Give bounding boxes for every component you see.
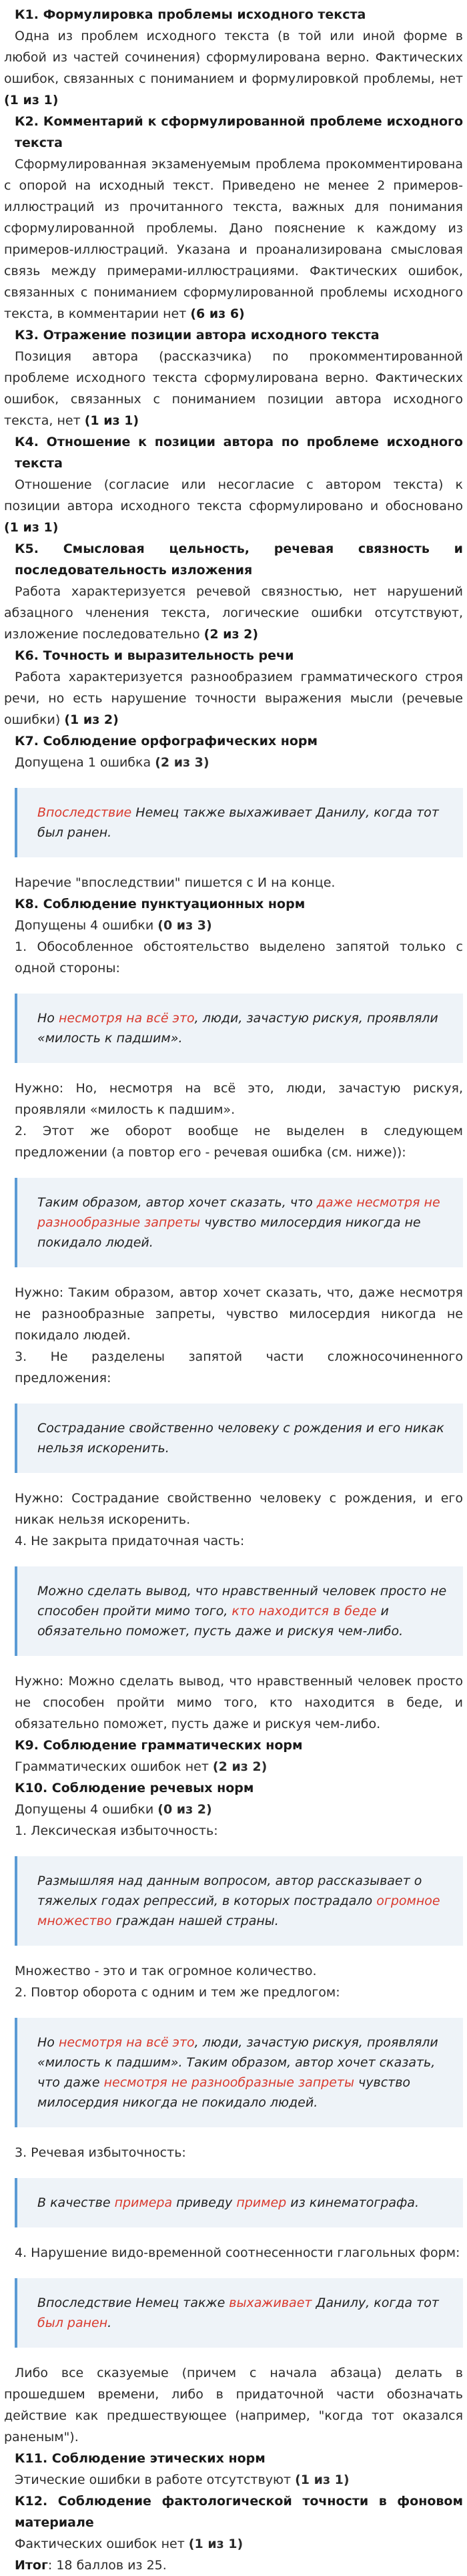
criterion-score-k6: (1 из 2) bbox=[64, 712, 119, 727]
correction-k8-2: Нужно: Таким образом, автор хочет сказать, что, даже несмотря не разнообразные запреты, чувство милосердия никогда не покидало людей. bbox=[15, 1285, 463, 1343]
error-highlight: несмотря на всё это bbox=[58, 1011, 195, 1026]
criterion-text-k5: Работа характеризуется речевой связностью, нет нарушений абзацного членения текста, логические ошибки отсутствуют, изложение последовательно (2 из 2) bbox=[4, 584, 463, 642]
criterion-score-k10: (0 из 2) bbox=[157, 1802, 212, 1817]
criterion-title-k2: К2. Комментарий к сформулированной проблеме исходного текста bbox=[15, 114, 463, 150]
error-label-k10-4: 4. Нарушение видо-временной соотнесенности глагольных форм: bbox=[15, 2245, 460, 2260]
quote-k7: Впоследствие Немец также выхаживает Данилу, когда тот был ранен. bbox=[15, 788, 463, 857]
correction-k8-3: Нужно: Сострадание свойственно человеку с рождения, и его никак нельзя искоренить. bbox=[15, 1491, 463, 1527]
criterion-title-k5: К5. Смысловая цельность, речевая связность и последовательность изложения bbox=[15, 542, 463, 578]
criterion-score-k7: (2 из 3) bbox=[155, 755, 209, 770]
criterion-allowed-k7: Допущена 1 ошибка (2 из 3) bbox=[15, 755, 209, 770]
error-highlight: кто находится в беде bbox=[231, 1604, 377, 1619]
error-label-k8-1: 1. Обособленное обстоятельство выделено запятой только с одной стороны: bbox=[15, 939, 463, 976]
error-highlight: даже несмотря не разнообразные запреты bbox=[37, 1195, 440, 1230]
criterion-title-k1: К1. Формулировка проблемы исходного текста bbox=[15, 7, 366, 22]
error-highlight: несмотря не разнообразные запреты bbox=[103, 2075, 355, 2090]
quote-k8-4: Можно сделать вывод, что нравственный человек просто не способен пройти мимо того, кто находится в беде и обязательно поможет, пусть даже и рискуя чем-либо. bbox=[15, 1566, 463, 1656]
criterion-score-k2: (6 из 6) bbox=[190, 306, 245, 321]
criterion-text-k6: Работа характеризуется разнообразием грамматического строя речи, но есть нарушение точности выражения мысли (речевые ошибки) (1 из 2) bbox=[4, 670, 463, 727]
error-label-k10-3: 3. Речевая избыточность: bbox=[15, 2145, 186, 2160]
criterion-text-k1: Одна из проблем исходного текста (в той или иной форме в любой из частей сочинения) сформулирована верно. Фактических ошибок, связанных с пониманием и формулировкой проблемы, нет (1 из 1) bbox=[4, 29, 463, 108]
error-highlight: Впоследствие bbox=[37, 805, 132, 820]
criterion-title-k8: К8. Соблюдение пунктуационных норм bbox=[15, 897, 306, 911]
error-highlight: был ранен bbox=[37, 2316, 108, 2330]
correction-k8-4: Нужно: Можно сделать вывод, что нравственный человек просто не способен пройти мимо того, кто находится в беде, и обязательно поможет, пусть даже и рискуя чем-либо. bbox=[15, 1674, 463, 1731]
criterion-score-k9: (2 из 2) bbox=[212, 1759, 268, 1774]
criterion-text-k2: Сформулированная экзаменуемым проблема прокомментирована с опорой на исходный текст. Приведено не менее 2 примеров-иллюстраций из прочитанного текста, важных для понимания сформулированной проблемы. Дано пояснение к каждому из примеров-иллюстраций. Указана и проанализирована смысловая связь между примерами-иллюстрациями. Фактических ошибок, связанных с пониманием сформулированной проблемы исходного текста, в комментарии нет (6 из 6) bbox=[4, 157, 463, 321]
criterion-allowed-k8: Допущены 4 ошибки (0 из 3) bbox=[15, 918, 212, 933]
criterion-title-k4: К4. Отношение к позиции автора по проблеме исходного текста bbox=[15, 435, 463, 471]
criterion-text-k4: Отношение (согласие или несогласие с автором текста) к позиции автора исходного текста сформулировано и обосновано (1 из 1) bbox=[4, 477, 463, 535]
criterion-score-k3: (1 из 1) bbox=[84, 413, 139, 428]
criterion-allowed-k12: Фактических ошибок нет (1 из 1) bbox=[15, 2537, 244, 2551]
criterion-allowed-k11: Этические ошибки в работе отсутствуют (1 из 1) bbox=[15, 2473, 350, 2487]
quote-k10-1: Размышляя над данным вопросом, автор рассказывает о тяжелых годах репрессий, в которых пострадало огромное множество граждан нашей страны. bbox=[15, 1856, 463, 1946]
quote-k10-3: В качестве примера приведу пример из кинематографа. bbox=[15, 2178, 463, 2227]
error-label-k8-3: 3. Не разделены запятой части сложносочиненного предложения: bbox=[15, 1349, 463, 1385]
error-highlight: пример bbox=[236, 2195, 287, 2210]
criterion-score-k4: (1 из 1) bbox=[4, 520, 59, 535]
total-score bbox=[4, 2555, 463, 2576]
error-label-k10-2: 2. Повтор оборота с одним и тем же предлогом: bbox=[15, 1985, 340, 2000]
criterion-score-k1: (1 из 1) bbox=[4, 93, 59, 108]
quote-k8-1: Но несмотря на всё это, люди, зачастую рискуя, проявляли «милость к падшим». bbox=[15, 994, 463, 1063]
criterion-title-k11: К11. Соблюдение этических норм bbox=[15, 2451, 266, 2466]
criterion-title-k12: К12. Соблюдение фактологической точности в фоновом материале bbox=[15, 2494, 463, 2530]
error-highlight: огромное множество bbox=[37, 1894, 440, 1928]
criterion-score-k12: (1 из 1) bbox=[188, 2537, 244, 2551]
criterion-title-k7: К7. Соблюдение орфографических норм bbox=[15, 734, 318, 748]
quote-k8-2: Таким образом, автор хочет сказать, что даже несмотря не разнообразные запреты чувство милосердия никогда не покидало людей. bbox=[15, 1178, 463, 1267]
total-value: : 18 баллов из 25. bbox=[47, 2558, 167, 2573]
error-label-k10-1: 1. Лексическая избыточность: bbox=[15, 1823, 218, 1838]
criterion-title-k6: К6. Точность и выразительность речи bbox=[15, 648, 294, 663]
total-label: Итог bbox=[15, 2558, 48, 2573]
error-highlight: несмотря на всё это bbox=[58, 2035, 195, 2050]
criterion-title-k3: К3. Отражение позиции автора исходного текста bbox=[15, 328, 380, 343]
criterion-allowed-k9: Грамматических ошибок нет (2 из 2) bbox=[15, 1759, 268, 1774]
error-label-k8-2: 2. Этот же оборот вообще не выделен в следующем предложении (а повтор его - речевая ошибка (см. ниже)): bbox=[15, 1124, 463, 1160]
criterion-text-k3: Позиция автора (рассказчика) по прокомментированной проблеме исходного текста сформулирована верно. Фактических ошибок, связанных с пониманием позиции автора исходного текста, нет (1 из 1) bbox=[4, 349, 463, 428]
quote-k10-2: Но несмотря на всё это, люди, зачастую рискуя, проявляли «милость к падшим». Таким образом, автор хочет сказать, что даже несмотря не разнообразные запреты чувство милосердия никогда не покидало людей. bbox=[15, 2018, 463, 2127]
quote-k10-4: Впоследствие Немец также выхаживает Данилу, когда тот был ранен. bbox=[15, 2278, 463, 2348]
note-k10-1: Множество - это и так огромное количество. bbox=[15, 1964, 317, 1978]
criterion-score-k5: (2 из 2) bbox=[203, 627, 259, 642]
criterion-allowed-k10: Допущены 4 ошибки (0 из 2) bbox=[15, 1802, 212, 1817]
criterion-title-k10: К10. Соблюдение речевых норм bbox=[15, 1781, 254, 1795]
note-k10-4: Либо все сказуемые (причем с начала абзаца) делать в прошедшем времени, либо в придаточной части обозначать действие как предшествующее (например, "когда тот оказался раненым"). bbox=[4, 2366, 463, 2444]
criterion-score-k11: (1 из 1) bbox=[295, 2473, 350, 2487]
criterion-title-k9: К9. Соблюдение грамматических норм bbox=[15, 1738, 303, 1753]
error-highlight: примера bbox=[114, 2195, 173, 2210]
error-label-k8-4: 4. Не закрыта придаточная часть: bbox=[15, 1534, 245, 1548]
correction-k8-1: Нужно: Но, несмотря на всё это, люди, зачастую рискуя, проявляли «милость к падшим». bbox=[15, 1081, 463, 1117]
error-highlight: выхаживает bbox=[229, 2296, 312, 2310]
note-k7: Наречие "впоследствии" пишется с И на конце. bbox=[15, 875, 336, 890]
criterion-score-k8: (0 из 3) bbox=[157, 918, 212, 933]
quote-k8-3: Сострадание свойственно человеку с рождения и его никак нельзя искоренить. bbox=[15, 1404, 463, 1473]
